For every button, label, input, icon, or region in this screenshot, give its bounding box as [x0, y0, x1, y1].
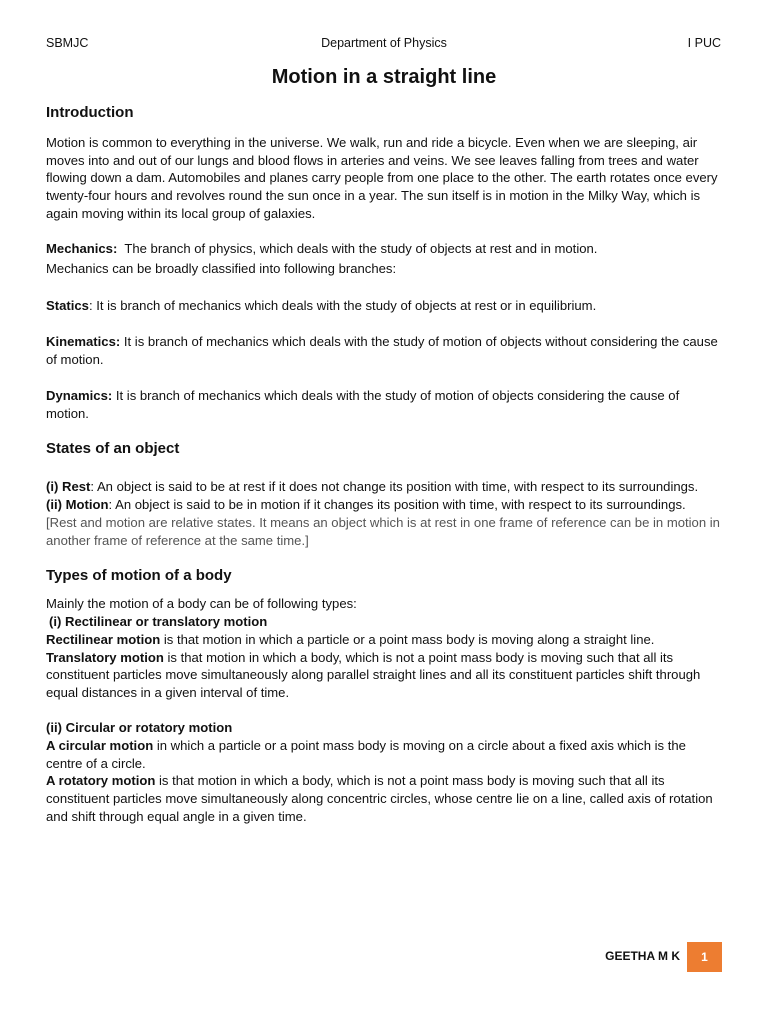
header-college: SBMJC — [46, 36, 89, 50]
rotatory-text: is that motion in which a body, which is not a point mass body is moving such that all its constituent particles move simultaneously along concentric circles, whose centre lie on a line, called axis of rotation and shift through equal angle in a given time. — [46, 773, 713, 824]
document-body — [46, 104, 722, 826]
kinematics-term: Kinematics: — [46, 334, 121, 350]
rectilinear-subheading: (i) Rectilinear or translatory motion — [49, 613, 268, 629]
statics-text: : It is branch of mechanics which deals with the study of objects at rest or in equilibrium. — [88, 298, 597, 314]
header-department: Department of Physics — [321, 36, 447, 50]
statics-paragraph — [46, 297, 722, 315]
rectilinear-paragraph — [46, 631, 722, 649]
circular-subheading: (ii) Circular or rotatory motion — [46, 719, 233, 735]
rest-term: (i) Rest — [46, 479, 91, 495]
mechanics-term: Mechanics: — [46, 240, 118, 256]
mechanics-definition: The branch of physics, which deals with the study of objects at rest and in motion. — [124, 240, 598, 256]
dynamics-text: It is branch of mechanics which deals with the study of motion of objects considering the cause of motion. — [46, 387, 680, 421]
footer-author: GEETHA M K — [605, 949, 680, 963]
circular-text: in which a particle or a point mass body is moving on a circle about a fixed axis which is the centre of a circle. — [46, 737, 686, 771]
rectilinear-text: is that motion in which a particle or a point mass body is moving along a straight line. — [160, 631, 655, 647]
intro-paragraph: Motion is common to everything in the universe. We walk, run and ride a bicycle. Even when we are sleeping, air moves into and out of our lungs and blood flows in arteries and veins. We see leaves falling from trees and water flowing down a dam. Automobiles and planes carry people from one place to the other. The earth rotates once every twenty-four hours and revolves round the sun once in a year. The sun itself is in motion in the Milky Way, which is again moving within its local group of galaxies. — [46, 134, 718, 221]
dynamics-paragraph — [46, 387, 722, 423]
statics-term: Statics — [46, 298, 89, 314]
rotatory-paragraph — [46, 772, 722, 825]
types-intro: Mainly the motion of a body can be of following types: — [46, 596, 357, 612]
translatory-text: is that motion in which a body, which is not a point mass body is moving such that all its constituent particles move simultaneously along parallel straight lines and all its constituent particles shift through equal distances in a given interval of time. — [46, 649, 701, 701]
mechanics-paragraph — [46, 240, 722, 258]
motion-text: : An object is said to be in motion if it changes its position with time, with respect to its surroundings. — [108, 496, 686, 512]
kinematics-text: It is branch of mechanics which deals with the study of motion of objects without considering the cause of motion. — [46, 334, 718, 367]
translatory-term: Translatory motion — [46, 649, 164, 665]
rotatory-term: A rotatory motion — [46, 773, 156, 789]
motion-paragraph — [46, 496, 722, 514]
types-heading: Types of motion of a body — [46, 567, 232, 585]
rest-text: : An object is said to be at rest if it does not change its position with time, with respect to its surroundings. — [90, 479, 699, 495]
rectilinear-term: Rectilinear motion — [46, 631, 161, 647]
circular-term: A circular motion — [46, 737, 154, 753]
dynamics-term: Dynamics: — [46, 387, 113, 403]
circular-paragraph — [46, 737, 722, 773]
translatory-paragraph — [46, 649, 722, 702]
page-title: Motion in a straight line — [271, 66, 497, 88]
rest-paragraph — [46, 478, 722, 496]
kinematics-paragraph — [46, 333, 722, 369]
motion-term: (ii) Motion — [46, 496, 109, 512]
states-heading: States of an object — [46, 440, 180, 458]
mechanics-branches-intro: Mechanics can be broadly classified into following branches: — [46, 260, 397, 276]
header-class: I PUC — [687, 36, 721, 50]
relative-states-note: [Rest and motion are relative states. It means an object which is at rest in one frame of reference can be in motion in another frame of reference at the same time.] — [46, 514, 720, 548]
page-number-badge: 1 — [687, 942, 722, 972]
intro-heading: Introduction — [46, 104, 134, 121]
